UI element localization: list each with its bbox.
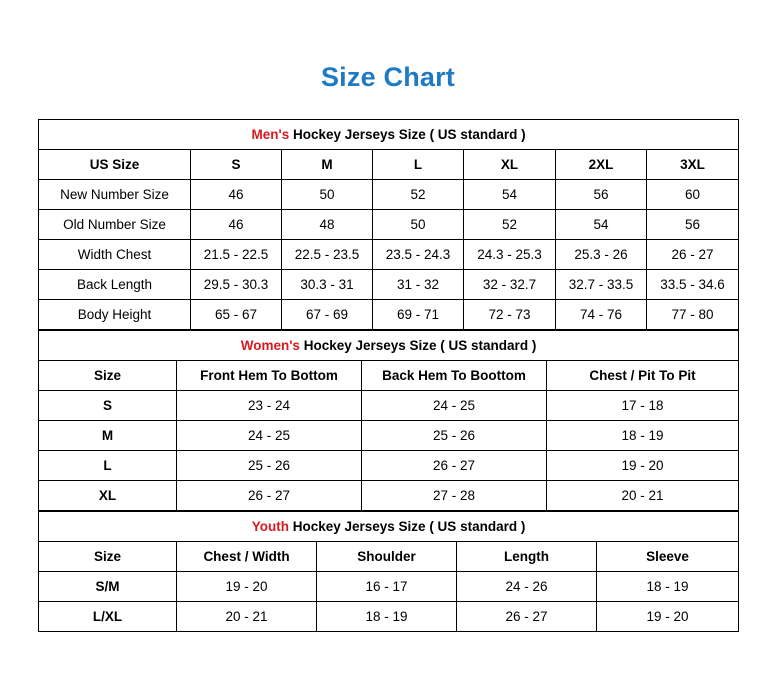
- womens-cell-2-2: 19 - 20: [547, 451, 739, 481]
- womens-cell-1-1: 25 - 26: [362, 421, 547, 451]
- womens-cell-3-0: 26 - 27: [177, 481, 362, 511]
- womens-col-head-3: Chest / Pit To Pit: [547, 361, 739, 391]
- mens-cell-1-2: 50: [373, 210, 464, 240]
- mens-cell-4-3: 72 - 73: [464, 300, 556, 330]
- size-chart-tables: [38, 119, 738, 632]
- mens-row-label-3: Back Length: [39, 270, 191, 300]
- mens-cell-2-4: 25.3 - 26: [556, 240, 647, 270]
- mens-cell-3-3: 32 - 32.7: [464, 270, 556, 300]
- mens-cell-2-0: 21.5 - 22.5: [191, 240, 282, 270]
- table-row: [39, 180, 739, 210]
- mens-col-head-1: S: [191, 150, 282, 180]
- womens-row-label-2: L: [39, 451, 177, 481]
- womens-col-head-1: Front Hem To Bottom: [177, 361, 362, 391]
- mens-cell-4-5: 77 - 80: [647, 300, 739, 330]
- womens-cell-3-2: 20 - 21: [547, 481, 739, 511]
- mens-cell-0-1: 50: [282, 180, 373, 210]
- table-header-row: [39, 361, 739, 391]
- womens-col-head-2: Back Hem To Boottom: [362, 361, 547, 391]
- table-row: [39, 210, 739, 240]
- page-title: Size Chart: [320, 62, 456, 92]
- mens-cell-3-2: 31 - 32: [373, 270, 464, 300]
- womens-cell-1-2: 18 - 19: [547, 421, 739, 451]
- womens-row-label-3: XL: [39, 481, 177, 511]
- table-header-row: [39, 542, 739, 572]
- womens-size-table: [38, 330, 739, 511]
- mens-cell-0-5: 60: [647, 180, 739, 210]
- table-row: [39, 240, 739, 270]
- youth-col-head-2: Shoulder: [317, 542, 457, 572]
- youth-cell-0-2: 24 - 26: [457, 572, 597, 602]
- table-row: [39, 602, 739, 632]
- youth-col-head-1: Chest / Width: [177, 542, 317, 572]
- mens-size-table: [38, 119, 739, 330]
- mens-section-header: [39, 120, 739, 150]
- womens-cell-2-1: 26 - 27: [362, 451, 547, 481]
- youth-cell-1-1: 18 - 19: [317, 602, 457, 632]
- mens-cell-1-1: 48: [282, 210, 373, 240]
- table-row: [39, 572, 739, 602]
- youth-col-head-0: Size: [39, 542, 177, 572]
- mens-cell-1-5: 56: [647, 210, 739, 240]
- youth-cell-0-0: 19 - 20: [177, 572, 317, 602]
- womens-cell-0-2: 17 - 18: [547, 391, 739, 421]
- mens-cell-4-1: 67 - 69: [282, 300, 373, 330]
- table-header-row: [39, 150, 739, 180]
- mens-cell-2-1: 22.5 - 23.5: [282, 240, 373, 270]
- table-row: [39, 481, 739, 511]
- youth-col-head-4: Sleeve: [597, 542, 739, 572]
- mens-cell-2-2: 23.5 - 24.3: [373, 240, 464, 270]
- youth-size-table: [38, 511, 739, 632]
- mens-col-head-2: M: [282, 150, 373, 180]
- mens-row-label-0: New Number Size: [39, 180, 191, 210]
- table-row: [39, 270, 739, 300]
- mens-cell-0-0: 46: [191, 180, 282, 210]
- womens-section-rest: Hockey Jerseys Size ( US standard ): [299, 338, 537, 353]
- youth-cell-0-1: 16 - 17: [317, 572, 457, 602]
- mens-row-label-2: Width Chest: [39, 240, 191, 270]
- mens-cell-1-3: 52: [464, 210, 556, 240]
- mens-cell-3-5: 33.5 - 34.6: [647, 270, 739, 300]
- youth-cell-0-3: 18 - 19: [597, 572, 739, 602]
- mens-cell-2-5: 26 - 27: [647, 240, 739, 270]
- womens-section-header: [39, 331, 739, 361]
- mens-cell-3-4: 32.7 - 33.5: [556, 270, 647, 300]
- table-row: [39, 300, 739, 330]
- youth-cell-1-3: 19 - 20: [597, 602, 739, 632]
- womens-section-accent: Women's: [240, 338, 300, 353]
- womens-cell-0-1: 24 - 25: [362, 391, 547, 421]
- section-header-row: [39, 120, 739, 150]
- mens-cell-3-1: 30.3 - 31: [282, 270, 373, 300]
- youth-row-label-0: S/M: [39, 572, 177, 602]
- womens-col-head-0: Size: [39, 361, 177, 391]
- mens-section-rest: Hockey Jerseys Size ( US standard ): [289, 127, 526, 142]
- mens-cell-0-4: 56: [556, 180, 647, 210]
- mens-col-head-5: 2XL: [556, 150, 647, 180]
- youth-cell-1-0: 20 - 21: [177, 602, 317, 632]
- womens-cell-3-1: 27 - 28: [362, 481, 547, 511]
- youth-section-header: [39, 512, 739, 542]
- mens-cell-3-0: 29.5 - 30.3: [191, 270, 282, 300]
- mens-cell-1-0: 46: [191, 210, 282, 240]
- table-row: [39, 391, 739, 421]
- mens-section-accent: Men's: [251, 127, 290, 142]
- mens-row-label-4: Body Height: [39, 300, 191, 330]
- womens-cell-2-0: 25 - 26: [177, 451, 362, 481]
- youth-row-label-1: L/XL: [39, 602, 177, 632]
- youth-cell-1-2: 26 - 27: [457, 602, 597, 632]
- table-row: [39, 451, 739, 481]
- mens-col-head-0: US Size: [39, 150, 191, 180]
- mens-col-head-4: XL: [464, 150, 556, 180]
- mens-cell-4-2: 69 - 71: [373, 300, 464, 330]
- section-header-row: [39, 512, 739, 542]
- section-header-row: [39, 331, 739, 361]
- womens-row-label-0: S: [39, 391, 177, 421]
- mens-cell-1-4: 54: [556, 210, 647, 240]
- womens-row-label-1: M: [39, 421, 177, 451]
- mens-cell-4-0: 65 - 67: [191, 300, 282, 330]
- mens-col-head-3: L: [373, 150, 464, 180]
- mens-col-head-6: 3XL: [647, 150, 739, 180]
- mens-cell-2-3: 24.3 - 25.3: [464, 240, 556, 270]
- womens-cell-0-0: 23 - 24: [177, 391, 362, 421]
- youth-section-rest: Hockey Jerseys Size ( US standard ): [288, 519, 526, 534]
- youth-section-accent: Youth: [251, 519, 289, 534]
- mens-cell-0-2: 52: [373, 180, 464, 210]
- mens-cell-0-3: 54: [464, 180, 556, 210]
- table-row: [39, 421, 739, 451]
- womens-cell-1-0: 24 - 25: [177, 421, 362, 451]
- mens-row-label-1: Old Number Size: [39, 210, 191, 240]
- mens-cell-4-4: 74 - 76: [556, 300, 647, 330]
- youth-col-head-3: Length: [457, 542, 597, 572]
